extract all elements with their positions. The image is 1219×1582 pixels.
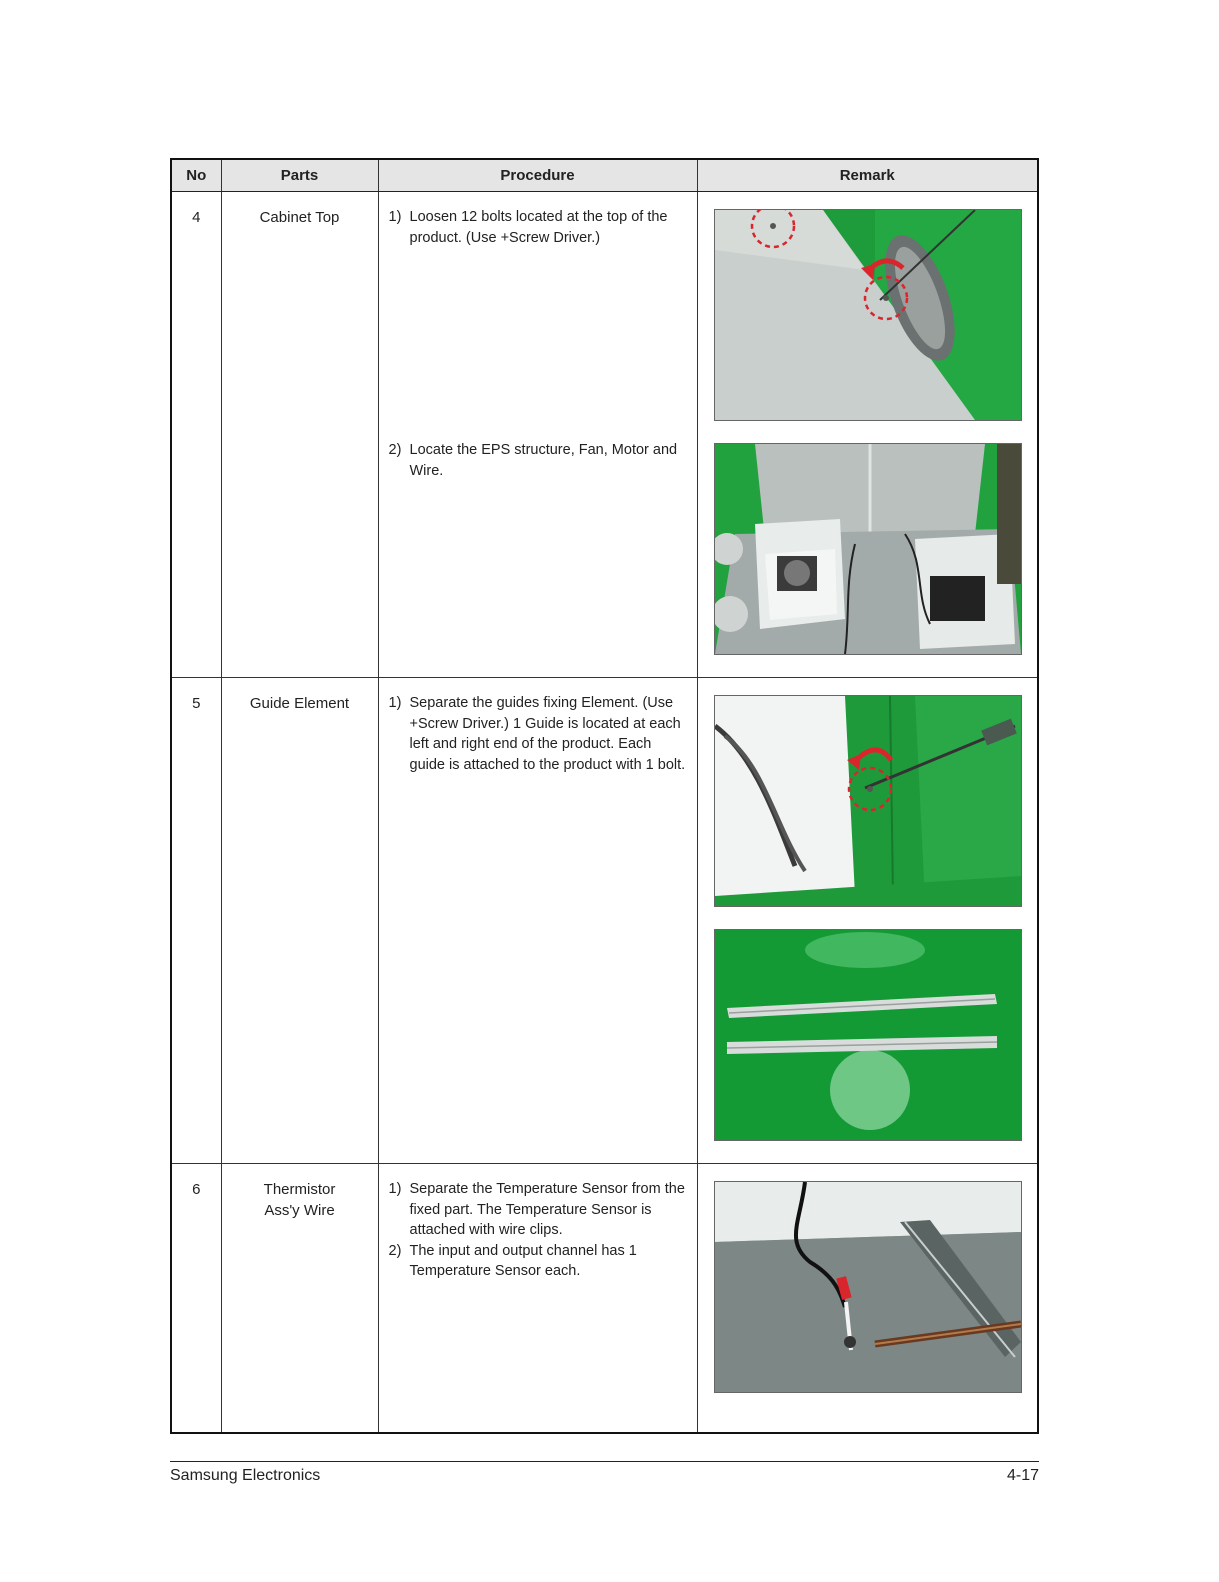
table-row [171, 192, 1038, 678]
part-name: Guide Element [221, 678, 378, 1164]
header-parts: Parts [221, 159, 378, 192]
row-number: 6 [171, 1164, 221, 1433]
header-procedure: Procedure [378, 159, 697, 192]
table-row [171, 678, 1038, 1164]
footer-company: Samsung Electronics [170, 1467, 321, 1484]
footer-divider [170, 1461, 1039, 1462]
part-name-line: Ass'y Wire [264, 1202, 335, 1219]
step-number: 1) [388, 1181, 402, 1197]
footer-page-number: 4-17 [1006, 1467, 1039, 1484]
disassembly-table [170, 158, 1039, 1434]
remark-cell [697, 192, 1038, 678]
step-number: 1) [388, 695, 402, 711]
procedure-cell [378, 192, 697, 678]
photo-guide-bolt [714, 695, 1022, 907]
procedure-step [389, 1241, 687, 1282]
photo-cabinet-top-bolts [714, 209, 1022, 421]
step-number: 1) [388, 209, 402, 225]
part-name-line: Thermistor [263, 1181, 336, 1198]
step-text: Separate the Temperature Sensor from the fixed part. The Temperature Sensor is attached with wire clips. [409, 1181, 685, 1239]
photo-guide-elements [714, 929, 1022, 1141]
remark-cell [697, 678, 1038, 1164]
procedure-step [389, 693, 687, 775]
row-number: 5 [171, 678, 221, 1164]
photo-eps-fan-motor-wire [714, 443, 1022, 655]
step-text: Separate the guides fixing Element. (Use +Screw Driver.) 1 Guide is located at each left and right end of the product. Each guide is attached to the product with 1 bolt. [409, 695, 686, 773]
procedure-cell [378, 678, 697, 1164]
table-row [171, 1164, 1038, 1433]
remark-cell [697, 1164, 1038, 1433]
row-number: 4 [171, 192, 221, 678]
step-number: 2) [388, 1242, 402, 1259]
header-remark: Remark [697, 159, 1038, 192]
header-no: No [171, 159, 221, 192]
table-header-row [171, 159, 1038, 192]
step-text: Locate the EPS structure, Fan, Motor and Wire. [409, 442, 678, 479]
procedure-cell [378, 1164, 697, 1433]
procedure-step [389, 440, 687, 481]
photo-temperature-sensor [714, 1181, 1022, 1393]
procedure-step [389, 1179, 687, 1241]
step-number: 2) [388, 442, 402, 459]
step-text: Loosen 12 bolts located at the top of the product. (Use +Screw Driver.) [409, 209, 668, 246]
part-name: Cabinet Top [221, 192, 378, 678]
part-name [221, 1164, 378, 1433]
step-text: The input and output channel has 1 Temperature Sensor each. [409, 1242, 637, 1280]
procedure-step [389, 207, 687, 248]
